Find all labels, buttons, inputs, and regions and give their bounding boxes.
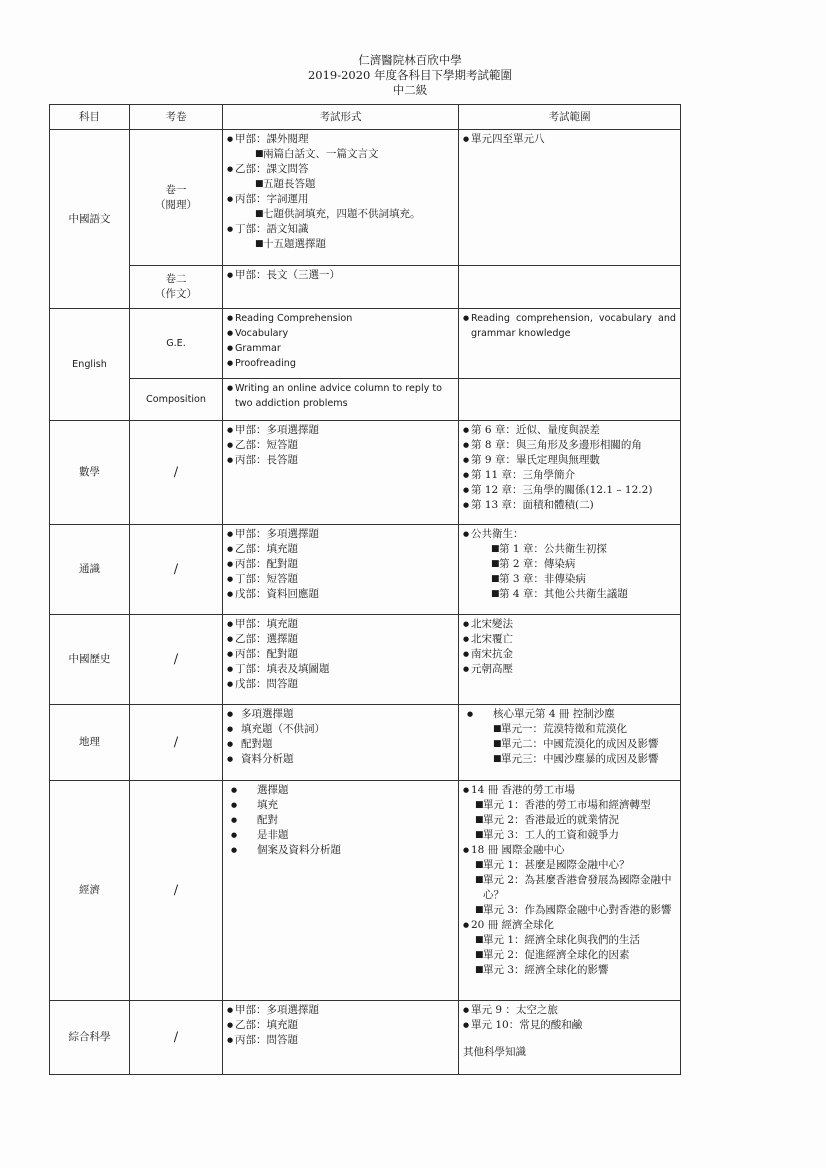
list-item: ● 乙部：課文問答	[227, 162, 454, 177]
list-item: ● 配對題	[227, 737, 454, 752]
list-item: ● 南宋抗金	[463, 647, 676, 662]
list-item: ● 丙部：配對題	[227, 557, 454, 572]
table-header-row	[50, 105, 681, 130]
list-item: ■ 第 3 章：非傳染病	[463, 572, 676, 587]
paper-math: /	[130, 421, 223, 525]
paper-sub: （作文）	[155, 288, 197, 300]
scope-ls	[459, 525, 681, 615]
list-item: ■ 單元 1：甚麼是國際金融中心？	[463, 858, 676, 873]
list-item: ● 14 冊 香港的勞工市場	[463, 783, 676, 798]
list-item: ● 丙部：字詞運用	[227, 192, 454, 207]
list-item: ● 單元 9 ：太空之旅	[463, 1003, 676, 1018]
list-item: ● 選擇題	[227, 783, 454, 798]
list-item: ■ 單元一：荒漠特徵和荒漠化	[463, 722, 676, 737]
exam-scope-table	[49, 104, 681, 1075]
col-header-paper: 考卷	[130, 105, 223, 130]
list-item: ● 乙部：填充題	[227, 1018, 454, 1033]
list-item: ■ 七題供詞填充，四題不供詞填充。	[227, 207, 454, 222]
list-item: ● 丁部：語文知識	[227, 222, 454, 237]
format-geography	[223, 705, 459, 781]
paper-ls: /	[130, 525, 223, 615]
list-item: ■ 第 2 章：傳染病	[463, 557, 676, 572]
list-item: ● 配對	[227, 813, 454, 828]
scope-integrated-science	[459, 1001, 681, 1075]
col-header-format: 考試形式	[223, 105, 459, 130]
list-item: ■ 單元三：中國沙塵暴的成因及影響	[463, 752, 676, 767]
list-item: ● Proofreading	[227, 356, 454, 371]
list-item: ● 第 11 章：三角學簡介	[463, 468, 676, 483]
list-item: ■ 單元 2：促進經濟全球化的因素	[463, 948, 676, 963]
subject-chinese: 中國語文	[50, 130, 130, 309]
subject-economics: 經濟	[50, 781, 130, 1001]
list-item: ● 丙部：配對題	[227, 647, 454, 662]
list-item: ■ 單元二：中國荒漠化的成因及影響	[463, 737, 676, 752]
table-row-integrated-science	[50, 1001, 681, 1075]
scope-chinese-history	[459, 615, 681, 705]
list-item: ■ 單元 2：為甚麼香港會發展為國際金融中心？	[463, 873, 676, 903]
scope-economics	[459, 781, 681, 1001]
table-row-chinese-history	[50, 615, 681, 705]
list-item: ● 丙部：長答題	[227, 453, 454, 468]
table-row-ls	[50, 525, 681, 615]
list-item: ● 填充題（不供詞）	[227, 722, 454, 737]
table-row-chinese-paper1	[50, 130, 681, 266]
subject-chinese-history: 中國歷史	[50, 615, 130, 705]
format-chinese-history	[223, 615, 459, 705]
paper-english-ge: G.E.	[130, 309, 223, 379]
list-item: ● 元朝高壓	[463, 662, 676, 677]
paper-name: 卷一	[165, 183, 187, 196]
scope-chinese	[459, 130, 681, 266]
list-item: ● Reading comprehension, vocabulary and grammar knowledge	[463, 311, 676, 341]
list-item: ● 第 6 章：近似、量度與誤差	[463, 423, 676, 438]
list-item: ● 第 13 章：面積和體積(二)	[463, 498, 676, 513]
list-item: ● 丙部：問答題	[227, 1033, 454, 1048]
list-item: ■ 單元 2：香港最近的就業情況	[463, 813, 676, 828]
list-item: ■ 單元 1：經濟全球化與我們的生活	[463, 933, 676, 948]
table-row-english-composition	[50, 379, 681, 421]
paper-economics: /	[130, 781, 223, 1001]
list-item: ● 第 8 章：與三角形及多邊形相關的角	[463, 438, 676, 453]
list-item: ● 單元 10：常見的酸和鹼	[463, 1018, 676, 1033]
subject-integrated-science: 綜合科學	[50, 1001, 130, 1075]
table-row-english-ge	[50, 309, 681, 379]
list-item: ● 北宋覆亡	[463, 632, 676, 647]
list-item: ● 20 冊 經濟全球化	[463, 918, 676, 933]
list-item: ■ 單元 3：經濟全球化的影響	[463, 963, 676, 978]
paper-chinese-history: /	[130, 615, 223, 705]
list-item: ● 甲部：多項選擇題	[227, 527, 454, 542]
list-item: ● 資料分析題	[227, 752, 454, 767]
list-item: ■ 十五題選擇題	[227, 237, 454, 252]
list-item: ● 乙部：短答題	[227, 438, 454, 453]
list-item: ■ 兩篇白話文、一篇文言文	[227, 147, 454, 162]
paper-geography: /	[130, 705, 223, 781]
scope-english	[459, 309, 681, 379]
list-item: ● 多項選擇題	[227, 707, 454, 722]
document-title: 2019-2020 年度各科目下學期考試範圍	[307, 68, 513, 82]
list-item: ● 填充	[227, 798, 454, 813]
format-english-ge	[223, 309, 459, 379]
list-item: ■ 單元 3：工人的工資和競爭力	[463, 828, 676, 843]
list-item: ● Reading Comprehension	[227, 311, 454, 326]
school-name: 仁濟醫院林百欣中學	[358, 53, 462, 67]
list-item: ■ 第 4 章：其他公共衛生議題	[463, 587, 676, 602]
paper-chinese-2	[130, 266, 223, 309]
list-item: ● 個案及資料分析題	[227, 843, 454, 858]
paper-chinese-1	[130, 130, 223, 266]
scope-math	[459, 421, 681, 525]
list-item: ● Vocabulary	[227, 326, 454, 341]
paper-sub: （閱理）	[155, 198, 197, 211]
scope-english-composition-empty	[459, 379, 681, 421]
paper-integrated-science: /	[130, 1001, 223, 1075]
format-ls	[223, 525, 459, 615]
list-item: ● 第 9 章：畢氏定理與無理數	[463, 453, 676, 468]
list-item: ■ 第 1 章：公共衛生初探	[463, 542, 676, 557]
list-item: ● 丁部：短答題	[227, 572, 454, 587]
list-item: 其他科學知識	[463, 1046, 526, 1058]
list-item: ● 甲部：多項選擇題	[227, 1003, 454, 1018]
list-item: ● 核心單元第 4 冊 控制沙塵	[463, 707, 676, 722]
format-chinese-1	[223, 130, 459, 266]
list-item: ■ 單元 3：作為國際金融中心對香港的影響	[463, 903, 676, 918]
format-math	[223, 421, 459, 525]
grade-level: 中二級	[392, 83, 428, 97]
list-item: ● 公共衛生：	[463, 527, 676, 542]
table-row-chinese-paper2	[50, 266, 681, 309]
list-item: ● 第 12 章：三角學的關係(12.1 – 12.2)	[463, 483, 676, 498]
list-item: ■ 五題長答題	[227, 177, 454, 192]
list-item: ● 甲部：多項選擇題	[227, 423, 454, 438]
list-item: ● Writing an online advice column to reply to two addiction problems	[227, 381, 454, 411]
format-english-composition	[223, 379, 459, 421]
list-item: ■ 單元 1：香港的勞工市場和經濟轉型	[463, 798, 676, 813]
list-item: ● 丁部：填表及填圖題	[227, 662, 454, 677]
subject-geography: 地理	[50, 705, 130, 781]
col-header-scope: 考試範圍	[459, 105, 681, 130]
list-item: ● 戊部：問答題	[227, 677, 454, 692]
list-item: ● 乙部：填充題	[227, 542, 454, 557]
col-header-subject: 科目	[50, 105, 130, 130]
scope-chinese-2-empty	[459, 266, 681, 309]
subject-english: English	[50, 309, 130, 421]
subject-ls: 通識	[50, 525, 130, 615]
list-item: ● 戊部：資料回應題	[227, 587, 454, 602]
format-integrated-science	[223, 1001, 459, 1075]
table-row-math	[50, 421, 681, 525]
list-item: ● 北宋變法	[463, 617, 676, 632]
table-row-economics	[50, 781, 681, 1001]
list-item: ● 18 冊 國際金融中心	[463, 843, 676, 858]
paper-name: 卷二	[165, 273, 187, 285]
table-row-geography	[50, 705, 681, 781]
paper-english-composition: Composition	[130, 379, 223, 421]
scope-geography	[459, 705, 681, 781]
format-economics	[223, 781, 459, 1001]
list-item: ● 是非題	[227, 828, 454, 843]
list-item: ● 甲部：填充題	[227, 617, 454, 632]
list-item: ● 乙部：選擇題	[227, 632, 454, 647]
list-item: ● 單元四至單元八	[463, 132, 676, 147]
list-item: ● 甲部：長文（三選一）	[227, 268, 454, 283]
format-chinese-2	[223, 266, 459, 309]
list-item: ● Grammar	[227, 341, 454, 356]
list-item: ● 甲部：課外閱理	[227, 132, 454, 147]
subject-math: 數學	[50, 421, 130, 525]
